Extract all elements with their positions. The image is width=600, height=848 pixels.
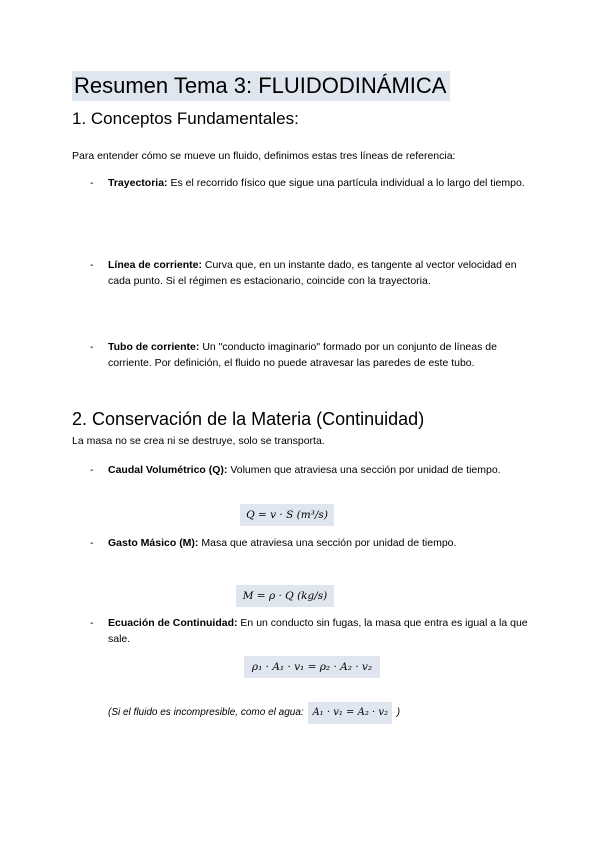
term-definition: Curva que, en un instante dado, es tangente al vector velocidad en cada punto. Si el régimen es estacionario, coincide con la trayectoria. xyxy=(108,259,517,287)
bullet-dash: - xyxy=(90,617,94,629)
bullet-dash: - xyxy=(90,259,94,271)
list-item-linea-corriente xyxy=(90,257,530,289)
term-label: Línea de corriente: xyxy=(108,259,202,271)
note-open: (Si el fluido es incompresible, como el agua: xyxy=(108,707,307,718)
document-title: Resumen Tema 3: FLUIDODINÁMICA xyxy=(72,71,450,101)
formula-gasto: M = ρ · Q (kg/s) xyxy=(236,585,334,607)
term-label: Tubo de corriente: xyxy=(108,341,200,353)
term-definition: Masa que atraviesa una sección por unidad de tiempo. xyxy=(198,537,457,549)
term-label: Ecuación de Continuidad: xyxy=(108,617,238,629)
bullet-dash: - xyxy=(90,177,94,189)
section-2-heading: 2. Conservación de la Materia (Continuidad) xyxy=(72,409,425,429)
term-definition: Es el recorrido físico que sigue una partícula individual a lo largo del tiempo. xyxy=(167,177,525,189)
term-definition: En un conducto sin fugas, la masa que entra es igual a la que sale. xyxy=(108,617,528,645)
bullet-dash: - xyxy=(90,464,94,476)
section-1-intro: Para entender cómo se mueve un fluido, definimos estas tres líneas de referencia: xyxy=(72,150,456,162)
section-1-heading: 1. Conceptos Fundamentales: xyxy=(72,109,299,128)
term-label: Trayectoria: xyxy=(108,177,168,189)
formula-caudal: Q = v · S (m³/s) xyxy=(240,504,334,526)
list-item-continuidad xyxy=(90,615,530,647)
term-label: Gasto Másico (M): xyxy=(108,537,199,549)
bullet-dash: - xyxy=(90,537,94,549)
formula-continuidad: ρ₁ · A₁ · v₁ = ρ₂ · A₂ · v₂ xyxy=(244,656,380,678)
list-item-caudal xyxy=(90,462,530,478)
term-definition: Un "conducto imaginario" formado por un conjunto de líneas de corriente. Por definición, el fluido no puede atravesar las paredes de este tubo. xyxy=(108,341,497,369)
list-item-trayectoria xyxy=(90,175,530,191)
formula-incompresible: A₁ · v₁ = A₂ · v₂ xyxy=(308,702,392,724)
term-definition: Volumen que atraviesa una sección por unidad de tiempo. xyxy=(227,464,501,476)
incompressible-note xyxy=(108,702,400,724)
section-2-intro: La masa no se crea ni se destruye, solo se transporta. xyxy=(72,435,325,447)
list-item-tubo-corriente xyxy=(90,339,530,371)
note-close: ) xyxy=(394,707,401,718)
list-item-gasto xyxy=(90,535,530,551)
bullet-dash: - xyxy=(90,341,94,353)
term-label: Caudal Volumétrico (Q): xyxy=(108,464,228,476)
